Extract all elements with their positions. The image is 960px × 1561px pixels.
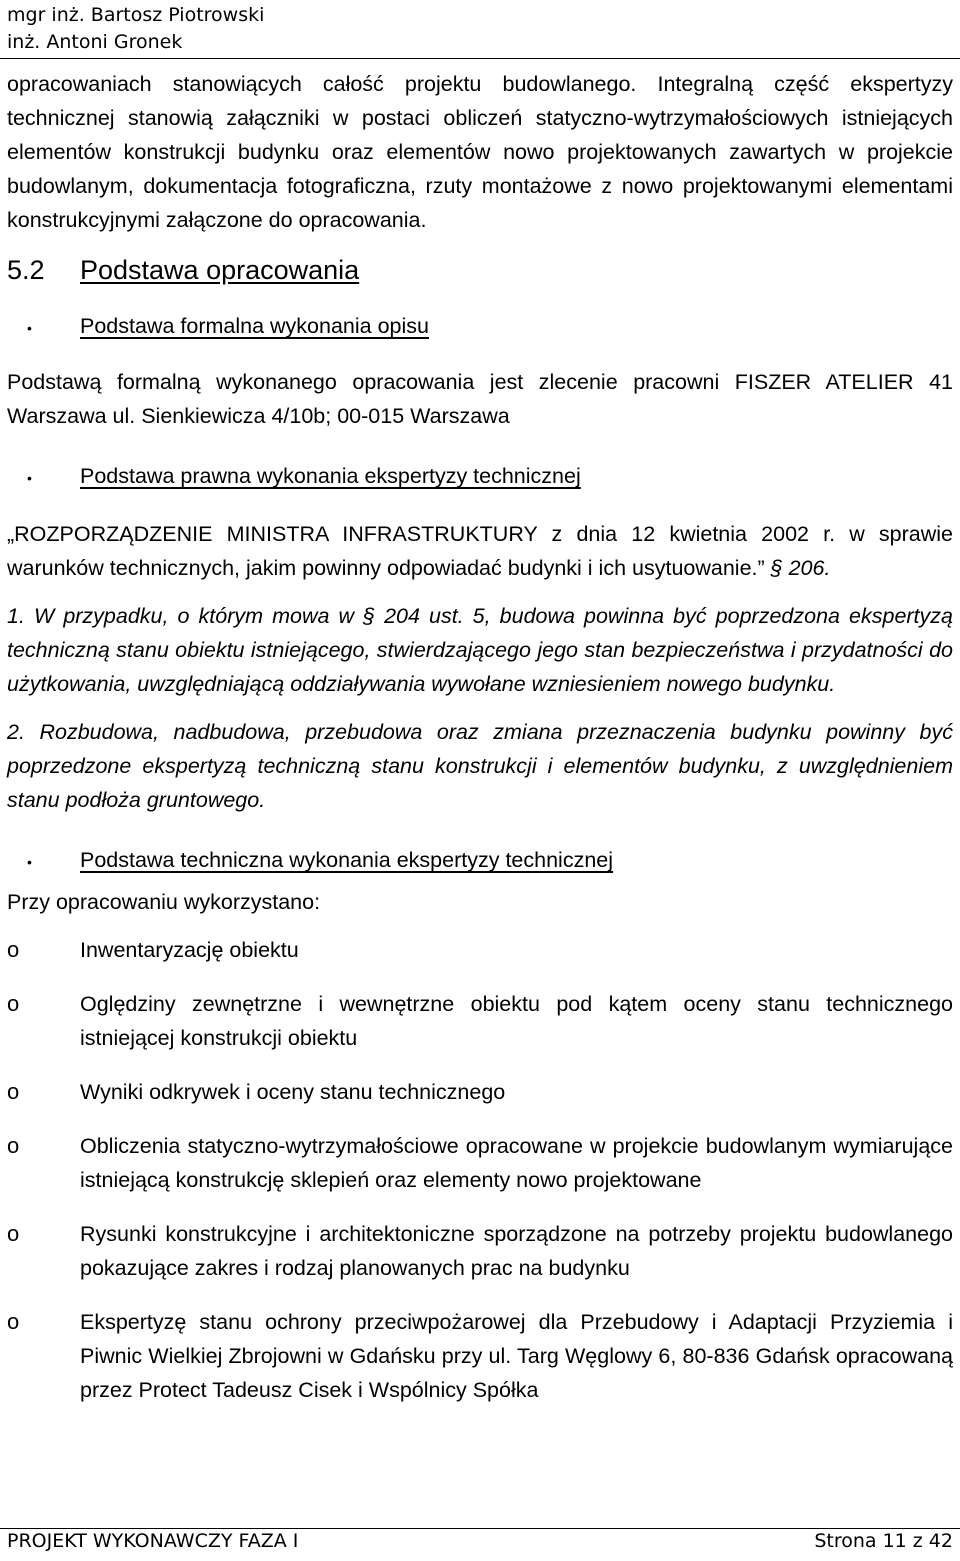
sources-list	[7, 933, 953, 1407]
bullet-dot-icon: •	[27, 854, 32, 870]
bullet-legal-title: Podstawa prawna wykonania ekspertyzy technicznej	[80, 464, 581, 488]
formal-text: Podstawą formalną wykonanego opracowania jest zlecenie pracowni FISZER ATELIER 41 Warszawa ul. Sienkiewicza 4/10b; 00-015 Warszawa	[7, 370, 953, 428]
legal-point-2: 2. Rozbudowa, nadbudowa, przebudowa oraz zmiana przeznaczenia budynku powinny być poprzedzone ekspertyzą techniczną stanu konstrukcji i elementów budynku, z uwzględnieniem stanu podłoża gruntowego.	[7, 720, 953, 812]
page-footer	[7, 1526, 953, 1556]
section-title: Podstawa opracowania	[80, 255, 360, 285]
regulation-name: „ROZPORZĄDZENIE MINISTRA INFRASTRUKTURY z dnia 12 kwietnia 2002 r. w sprawie warunków technicznych, jakim powinny odpowiadać budynki i ich usytuowanie.”	[7, 522, 953, 580]
circle-bullet-icon: o	[7, 937, 20, 962]
list-item: o Oględziny zewnętrzne i wewnętrzne obiektu pod kątem oceny stanu technicznego istniejącej konstrukcji obiektu	[7, 987, 953, 1055]
header-rule	[0, 58, 960, 59]
section-heading	[7, 251, 953, 289]
list-item: o Obliczenia statyczno-wytrzymałościowe opracowane w projekcie budowlanym wymiarujące istniejącą konstrukcję sklepień oraz elementy nowo projektowane	[7, 1129, 953, 1197]
footer-project-label: PROJEKT WYKONAWCZY FAZA I	[7, 1530, 299, 1552]
section-number: 5.2	[7, 255, 45, 285]
regulation-text	[7, 517, 953, 585]
technical-intro: Przy opracowaniu wykorzystano:	[7, 890, 321, 914]
page-header	[7, 2, 953, 56]
list-item: o Inwentaryzację obiektu	[7, 933, 953, 967]
list-item: o Rysunki konstrukcyjne i architektoniczne sporządzone na potrzeby projektu budowlanego pokazujące zakres i rodzaj planowanych prac na budynku	[7, 1217, 953, 1285]
bullet-dot-icon: •	[27, 320, 32, 336]
circle-bullet-icon: o	[7, 1133, 20, 1158]
paragraph-ref: § 206.	[770, 556, 831, 580]
bullet-formal-title: Podstawa formalna wykonania opisu	[80, 314, 429, 338]
circle-bullet-icon: o	[7, 991, 20, 1016]
list-item: o Wyniki odkrywek i oceny stanu technicznego	[7, 1075, 953, 1109]
document-body	[7, 67, 953, 1407]
circle-bullet-icon: o	[7, 1079, 20, 1104]
page-number: Strona 11 z 42	[814, 1530, 953, 1552]
list-item: o Ekspertyzę stanu ochrony przeciwpożarowej dla Przebudowy i Adaptacji Przyziemia i Piwnic Wielkiej Zbrojowni w Gdańsku przy ul. Targ Węglowy 6, 80-836 Gdańsk opracowaną przez Protect Tadeusz Cisek i Wspólnicy Spółka	[7, 1305, 953, 1407]
bullet-legal	[7, 459, 953, 495]
bullet-formal	[7, 309, 953, 345]
bullet-dot-icon: •	[27, 470, 32, 486]
bullet-technical-title: Podstawa techniczna wykonania ekspertyzy technicznej	[80, 848, 614, 872]
circle-bullet-icon: o	[7, 1221, 20, 1246]
circle-bullet-icon: o	[7, 1309, 20, 1334]
intro-paragraph: opracowaniach stanowiących całość projektu budowlanego. Integralną część ekspertyzy technicznej stanowią załączniki w postaci obliczeń statyczno-wytrzymałościowych istniejących elementów konstrukcji budynku oraz elementów nowo projektowanych zawartych w projekcie budowlanym, dokumentacja fotograficzna, rzuty montażowe z nowo projektowanymi elementami konstrukcyjnymi załączone do opracowania.	[7, 72, 953, 232]
bullet-technical	[7, 843, 953, 879]
author-1: mgr inż. Bartosz Piotrowski	[7, 4, 265, 26]
legal-point-1: 1. W przypadku, o którym mowa w § 204 ust. 5, budowa powinna być poprzedzona ekspertyzą techniczną stanu obiektu istniejącego, stwierdzającego jego stan bezpieczeństwa i przydatności do użytkowania, uwzględniającą oddziaływania wywołane wzniesieniem nowego budynku.	[7, 604, 953, 696]
author-2: inż. Antoni Gronek	[7, 31, 183, 53]
